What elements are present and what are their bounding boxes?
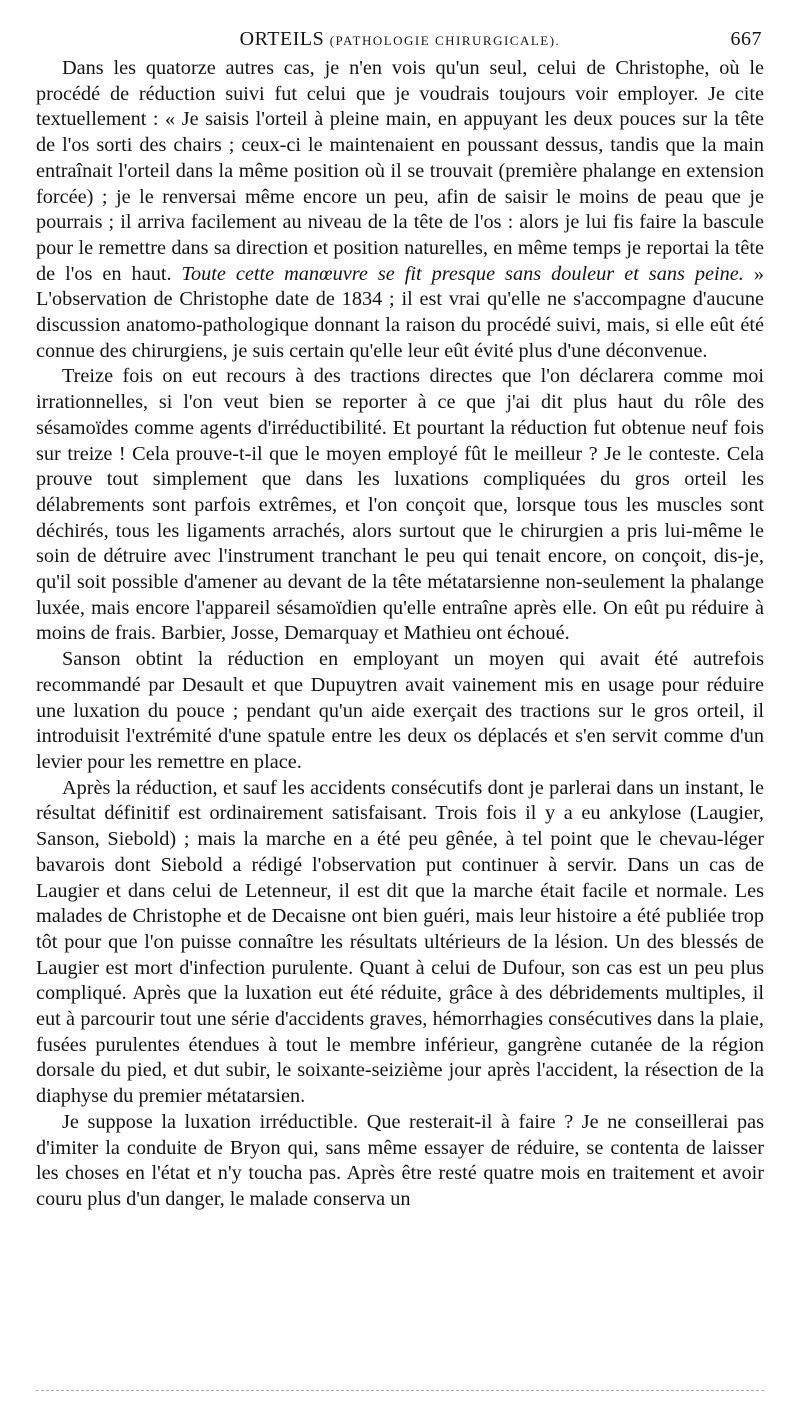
footer-rule [36,1390,764,1391]
running-title-sub: (PATHOLOGIE CHIRURGICALE). [329,33,561,48]
paragraph [36,364,764,647]
italic-quote: Toute cette manœuvre se fit presque sans douleur et sans peine. [181,262,744,285]
paragraph-text: Treize fois on eut recours à des tractions directes que l'on déclarera comme moi irrationnelles, si l'on veut bien se reporter à ce que j'ai dit plus haut du rôle des sésamoïdes comme agents d'irréductibilité. Et pourtant la réduction fut obtenue neuf fois sur treize ! Cela prouve-t-il que le moyen employé fût le meilleur ? Je le conteste. Cela prouve tout simplement que dans les luxations compliquées du gros orteil les délabrements sont parfois extrêmes, et l'on conçoit que, lorsque tous les muscles sont déchirés, tous les ligaments arrachés, alors surtout que le chirurgien a pris lui-même le soin de détruire avec l'instrument tranchant le peu qui tenait encore, on conçoit, dis-je, qu'il soit possible d'amener au devant de la tête métatarsienne non-seulement la phalange luxée, mais encore l'appareil sésamoïdien qu'elle entraîne après elle. On eût pu réduire à moins de frais. Barbier, Josse, Demarquay et Mathieu ont échoué. [36,365,764,645]
paragraph [36,647,764,776]
paragraph [36,56,764,364]
paragraph-text: » L'observation de Christophe date de 1834 ; il est vrai qu'elle ne s'accompagne d'aucune discussion anatomo-pathologique donnant la raison du procédé suivi, mais, si elle eût été connue des chirurgiens, je suis certain qu'elle leur eût évité plus d'une déconvenue. [36,262,764,362]
paragraph [36,1110,764,1213]
paragraph [36,776,764,1110]
running-title-main: ORTEILS [239,28,325,50]
paragraph-text: Je suppose la luxation irréductible. Que resterait-il à faire ? Je ne conseillerai pas d'imiter la conduite de Bryon qui, sans même essayer de réduire, se contenta de laisser les choses en l'état et n'y toucha pas. Après être resté quatre mois en traitement et avoir couru plus d'un danger, le malade conserva un [36,1110,764,1210]
running-title [36,28,764,51]
paragraph-text: Après la réduction, et sauf les accidents consécutifs dont je parlerai dans un instant, le résultat définitif est ordinairement satisfaisant. Trois fois il y a eu ankylose (Laugier, Sanson, Siebold) ; mais la marche en a été peu gênée, à tel point que le chevau-léger bavarois dont Siebold a rédigé l'observation put continuer à servir. Dans un cas de Laugier et dans celui de Letenneur, il est dit que la marche était facile et normale. Les malades de Christophe et de Decaisne ont bien guéri, mais leur histoire a été publiée trop tôt pour que l'on puisse connaître les résultats ultérieurs de la lésion. Un des blessés de Laugier est mort d'infection purulente. Quant à celui de Dufour, son cas est un peu plus compliqué. Après que la luxation eut été réduite, grâce à des débridements multiples, il eut à parcourir tout une série d'accidents graves, hémorrhagies consécutives dans la plaie, fusées purulentes étendues à tout le membre inférieur, gangrène cutanée de la région dorsale du pied, et dut subir, le soixante-seizième jour après l'accident, la résection de la diaphyse du premier métatarsien. [36,776,764,1108]
paragraph-text: Dans les quatorze autres cas, je n'en vois qu'un seul, celui de Christophe, où le procédé de réduction suivi fut celui que je voudrais toujours voir employer. Je cite textuellement : « Je saisis l'orteil à pleine main, en appuyant les deux pouces sur la tête de l'os sorti des chairs ; ceux-ci le maintenaient en poussant dessus, tandis que la main entraînait l'orteil dans la même position où il se trouvait (première phalange en extension forcée) ; je le renversai même encore un peu, afin de saisir le moins de peau que je pourrais ; il arriva facilement au niveau de la tête de l'os : alors je lui fis faire la bascule pour le remettre dans sa direction et position naturelles, en même temps je reportai la tête de l'os en haut. [36,57,764,285]
body-text [36,56,764,1213]
running-header [36,28,764,56]
paragraph-text: Sanson obtint la réduction en employant un moyen qui avait été autrefois recommandé par Desault et que Dupuytren avait vainement mis en usage pour réduire une luxation du pouce ; pendant qu'un aide exerçait des tractions sur le gros orteil, il introduisit l'extrémité d'une spatule entre les deux os déplacés et s'en servit comme d'un levier pour les remettre en place. [36,648,764,773]
page-number: 667 [730,28,762,50]
